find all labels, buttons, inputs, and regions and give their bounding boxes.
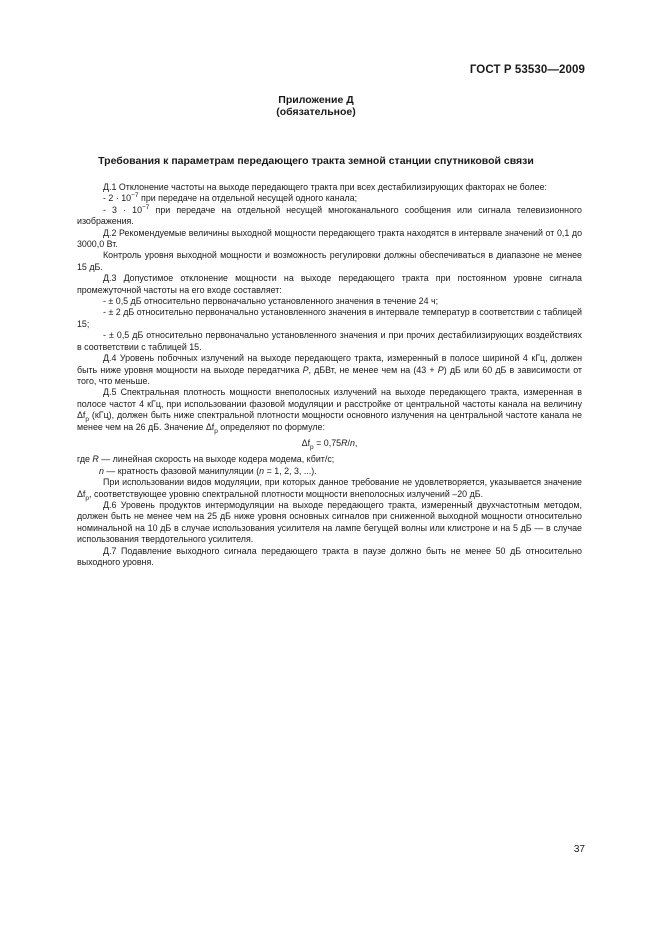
d4-paragraph: Д.4 Уровень побочных излучений на выходе передающего тракта, измеренный в полосе шириной 4 кГц, должен быть ниже уровня мощности на выходе передатчика P, дБВт, не менее чем на (43 + P) дБ или 60 дБ в зависимости от того, что меньше. <box>77 353 582 386</box>
d3-item-3: - ± 0,5 дБ относительно первоначально установленного значения и при прочих дестабилизирующих воздействиях в соответствии с таблицей 15. <box>77 330 582 352</box>
where-line-2: n — кратность фазовой манипуляции (n = 1, 2, 3, ...). <box>99 465 317 476</box>
page-number: 37 <box>573 844 585 855</box>
section-title: Требования к параметрам передающего тракта земной станции спутниковой связи <box>98 155 534 167</box>
annex-heading <box>0 94 632 118</box>
d3-item-1: - ± 0,5 дБ относительно первоначально установленного значения в течение 24 ч; <box>103 296 439 307</box>
d6-paragraph: Д.6 Уровень продуктов интермодуляции на выходе передающего тракта, измеренный двухчастотным методом, должен быть не менее чем на 25 дБ ниже уровня основных сигналов при сниженной выходной мощности относительно номинальной на 10 дБ в случае использования усилителя на лампе бегущей волны или клистроне и на 5 дБ — в случае использования твердотельного усилителя. <box>77 499 582 545</box>
d2-paragraph-2: Контроль уровня выходной мощности и возможность регулировки должны обеспечиваться в диапазоне не менее 15 дБ. <box>77 250 582 272</box>
d7-paragraph: Д.7 Подавление выходного сигнала передающего тракта в паузе должно быть не менее 50 дБ относительно выходного уровня. <box>77 545 582 567</box>
d2-paragraph-1: Д.2 Рекомендуемые величины выходной мощности передающего тракта находятся в интервале значений от 0,1 до 3000,0 Вт. <box>77 227 582 250</box>
formula-delta-f: $\Delta f_р = 0,75R/n$, <box>301 437 358 451</box>
d1-item-2: - $3 \cdot 10^{-7}$ при передаче на отдельной несущей многоканального сообщения или сигнала телевизионного изображения. <box>77 203 582 227</box>
document-body <box>77 182 582 568</box>
d5-paragraph: Д.5 Спектральная плотность мощности внеполосных излучений на выходе передающего тракта, измеренная в полосе частот 4 кГц, при использовании фазовой модуляции и расстройке от центральной частоты канала на величину $\Delta f_р$ (кГц), должен быть ниже спектральной плотности мощности основного излучения на центральной частоте канала не менее чем на 26 дБ. Значение $\Delta f_р$ определяют по формуле: <box>77 387 582 435</box>
standard-header: ГОСТ Р 53530—2009 <box>469 64 585 76</box>
d3-intro: Д.3 Допустимое отклонение мощности на выходе передающего тракта при постоянном уровне сигнала промежуточной частоты на его входе составляет: <box>77 273 582 295</box>
d3-item-2: - ± 2 дБ относительно первоначально установленного значения в интервале температур в соответствии с таблицей 15; <box>77 307 582 329</box>
annex-title: Приложение Д <box>278 94 354 106</box>
d1-intro: Д.1 Отклонение частоты на выходе передающего тракта при всех дестабилизирующих факторах не более: <box>103 182 548 192</box>
annex-status: (обязательное) <box>276 106 356 118</box>
usage-paragraph: При использовании видов модуляции, при которых данное требование не удовлетворяется, указывается значение $\Delta f_р$, соответствующее уровню спектральной плотности мощности внеполосных излучений –20 дБ. <box>77 477 582 502</box>
d1-item-1: - $2 \cdot 10^{-7}$ при передаче на отдельной несущей одного канала; <box>103 192 358 204</box>
where-line-1: где R — линейная скорость на выходе кодера модема, кбит/с; <box>77 454 335 465</box>
